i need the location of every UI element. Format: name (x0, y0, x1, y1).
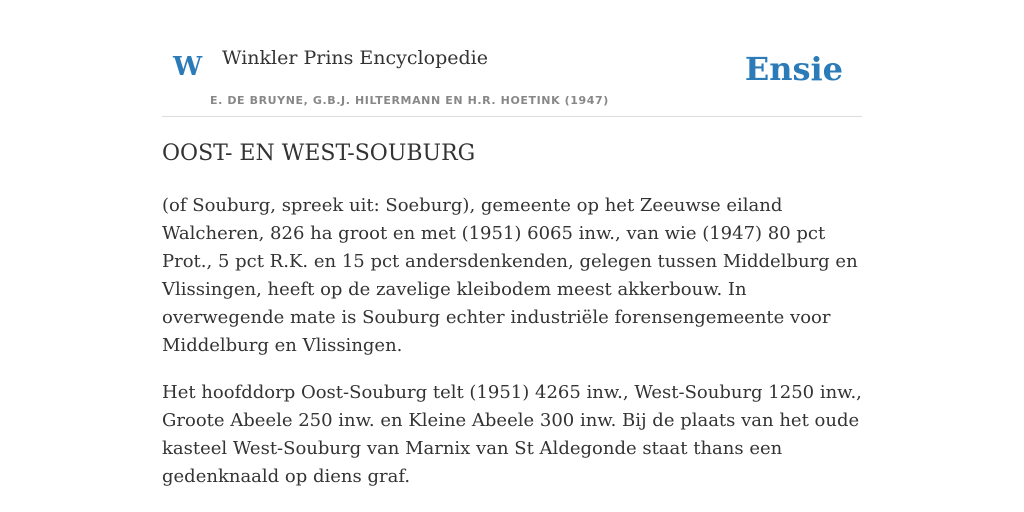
article-paragraph: (of Souburg, spreek uit: Soeburg), gemeente op het Zeeuwse eiland Walcheren, 826 ha groot en met (1951) 6065 inw., van wie (1947) 80 pct Prot., 5 pct R.K. en 15 pct andersdenkenden, gelegen tussen Middelburg en Vlissingen, heeft op de zavelige kleibodem meest akkerbouw. In overwegende mate is Souburg echter industriële forensengemeente voor Middelburg en Vlissingen. (162, 195, 858, 356)
winkler-prins-logo[interactable]: W (173, 52, 203, 82)
article-title: OOST- EN WEST-SOUBURG (162, 141, 476, 166)
ensie-logo[interactable]: Ensie (744, 50, 843, 88)
article-body (162, 192, 862, 510)
publication-title[interactable]: Winkler Prins Encyclopedie (222, 47, 488, 69)
authors-line: E. DE BRUYNE, G.B.J. HILTERMANN EN H.R. HOETINK (1947) (210, 94, 609, 107)
header (162, 40, 862, 117)
article-paragraph: Het hoofddorp Oost-Souburg telt (1951) 4265 inw., West-Souburg 1250 inw., Groote Abeele 250 inw. en Kleine Abeele 300 inw. Bij de plaats van het oude kasteel West-Souburg van Marnix van St Aldegonde staat thans een gedenknaald op diens graf. (162, 382, 862, 487)
